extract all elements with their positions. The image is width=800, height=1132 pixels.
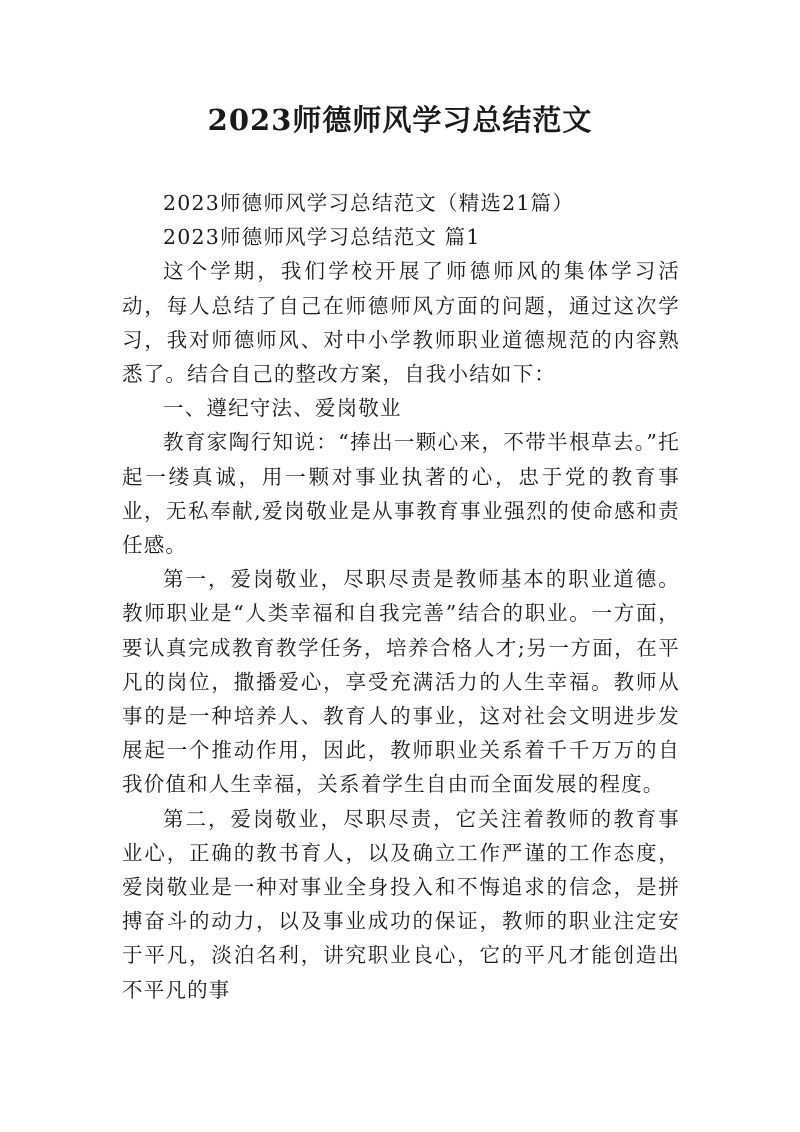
body-paragraph: 教育家陶行知说：“捧出一颗心来，不带半根草去。”托起一缕真诚，用一颗对事业执著的心，忠于党的教育事业，无私奉献,爱岗敬业是从事教育事业强烈的使命感和责任感。: [122, 430, 680, 558]
document-title: 2023师德师风学习总结范文: [207, 103, 593, 137]
body-paragraph: 第二，爱岗敬业，尽职尽责，它关注着教师的教育事业心，正确的教书育人，以及确立工作严谨的工作态度，爱岗敬业是一种对事业全身投入和不悔追求的信念，是拼搏奋斗的动力，以及事业成功的保证，教师的职业注定安于平凡，淡泊名利，讲究职业良心，它的平凡才能创造出不平凡的事: [122, 806, 680, 1002]
subtitle-paragraph: 2023师德师风学习总结范文（精选21篇）: [163, 191, 574, 215]
body-paragraph: 这个学期，我们学校开展了师德师风的集体学习活动，每人总结了自己在师德师风方面的问题，通过这次学习，我对师德师风、对中小学教师职业道德规范的内容熟悉了。结合自己的整改方案，自我小结如下：: [122, 259, 680, 387]
body-paragraph: 第一，爱岗敬业，尽职尽责是教师基本的职业道德。教师职业是“人类幸福和自我完善”结合的职业。一方面，要认真完成教育教学任务，培养合格人才;另一方面，在平凡的岗位，撒播爱心，享受充满活力的人生幸福。教师从事的是一种培养人、教育人的事业，这对社会文明进步发展起一个推动作用，因此，教师职业关系着千千万万的自我价值和人生幸福，关系着学生自由而全面发展的程度。: [122, 567, 680, 797]
document-body: [122, 186, 680, 1007]
section-heading: 一、遵纪守法、爱岗敬业: [163, 396, 402, 421]
section-heading: 2023师德师风学习总结范文 篇1: [163, 225, 481, 250]
